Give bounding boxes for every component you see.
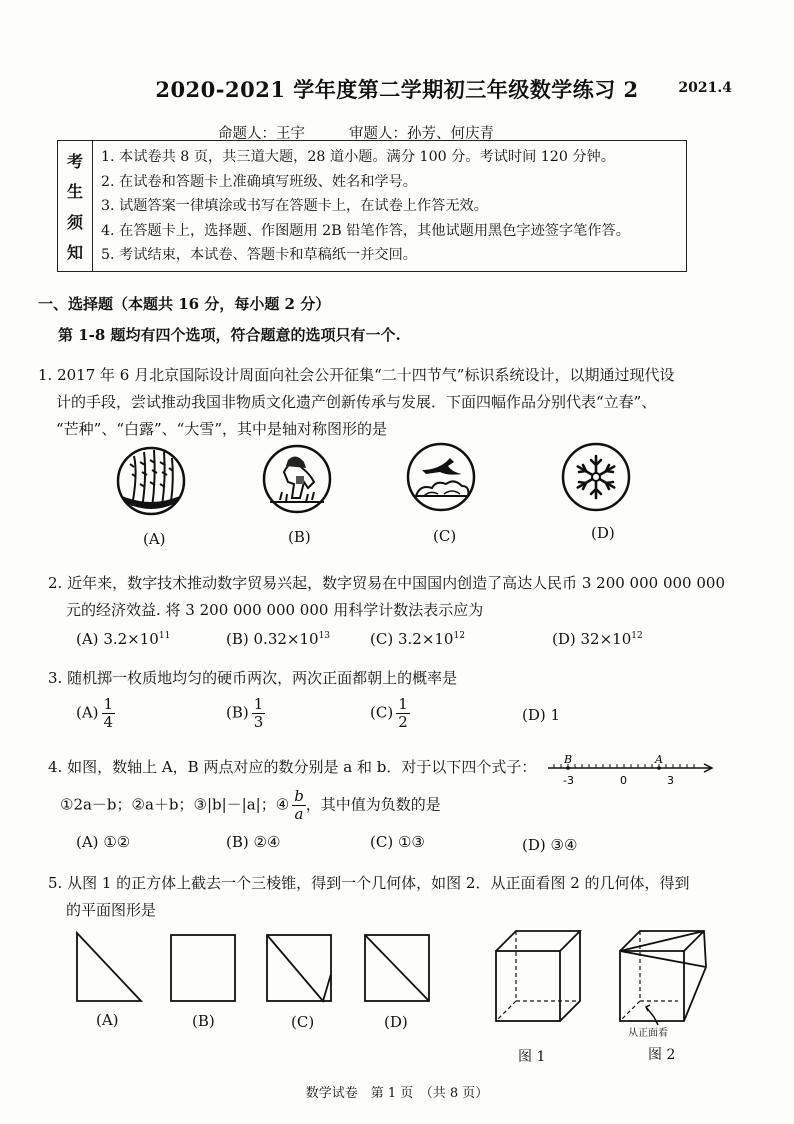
option-value: 1 bbox=[550, 706, 561, 724]
option-exponent: 11 bbox=[158, 631, 171, 641]
point-a-dot bbox=[657, 766, 661, 770]
notice-item: 2. 在试卷和答题卡上准确填写班级、姓名和学号。 bbox=[101, 173, 417, 190]
q1-option-c: (C) bbox=[433, 527, 457, 545]
option-label: (A) bbox=[76, 833, 99, 851]
option-value: ③④ bbox=[550, 836, 578, 854]
point-a-label: A bbox=[655, 753, 663, 766]
figure-2-cut-cube bbox=[618, 927, 712, 1031]
q2-option-c bbox=[370, 630, 465, 648]
option-label: (B) bbox=[226, 630, 249, 648]
crane-clouds-icon bbox=[406, 440, 476, 514]
numerator: 1 bbox=[103, 695, 114, 713]
q2-option-d bbox=[552, 630, 643, 648]
denominator: 3 bbox=[253, 713, 264, 731]
q1-line: 1. 2017 年 6 月北京国际设计周面向社会公开征集“二十四节气”标识系统设计，以期通过现代设 bbox=[38, 366, 675, 384]
option-a-shape bbox=[76, 932, 142, 1002]
q5-option-b: (B) bbox=[192, 1012, 215, 1030]
willow-rain-icon bbox=[116, 444, 186, 518]
q3-option-c bbox=[370, 696, 410, 731]
option-label: (C) bbox=[370, 703, 394, 722]
notice-heading-char: 须 bbox=[66, 212, 83, 232]
snowflake-icon bbox=[561, 440, 631, 514]
fraction bbox=[252, 696, 266, 731]
denominator: 2 bbox=[398, 713, 408, 731]
q5-option-c: (C) bbox=[291, 1013, 315, 1031]
front-view-note: 从正面看 bbox=[628, 1028, 668, 1039]
notice-item: 5. 考试结束，本试卷、答题卡和草稿纸一并交回。 bbox=[101, 247, 417, 263]
option-base: 3.2×10 bbox=[397, 630, 454, 648]
denominator: 4 bbox=[103, 713, 114, 731]
option-label: (C) bbox=[370, 630, 394, 648]
option-value: ①② bbox=[103, 833, 131, 851]
option-label: (A) bbox=[76, 630, 99, 648]
notice-item: 4. 在答题卡上，选择题、作图题用 2B 铅笔作答，其他试题用黑色字迹签字笔作答。 bbox=[101, 222, 630, 239]
option-value: ①③ bbox=[397, 833, 425, 851]
q5-line: 5. 从图 1 的正方体上截去一个三棱锥，得到一个几何体，如图 2．从正面看图 2 的几何体，得到 bbox=[48, 874, 690, 892]
q2-line: 2. 近年来，数字技术推动数字贸易兴起，数字贸易在中国国内创造了高达人民币 3 200 000 000 000 bbox=[48, 574, 725, 592]
point-b-dot bbox=[566, 766, 570, 770]
page-footer: 数学试卷 第 1 页 （共 8 页） bbox=[305, 1086, 489, 1101]
figure-1-label: 图 1 bbox=[518, 1049, 546, 1065]
q1-line: “芒种”、“白露”、“大雪”，其中是轴对称图形的是 bbox=[56, 420, 388, 438]
q1-option-b: (B) bbox=[288, 528, 311, 546]
q5-line: 的平面图形是 bbox=[66, 901, 157, 919]
question-5-text bbox=[48, 870, 690, 924]
numerator: 1 bbox=[253, 695, 264, 713]
q2-option-b bbox=[226, 630, 330, 648]
option-label: (B) bbox=[226, 833, 249, 851]
option-value: ②④ bbox=[253, 833, 281, 851]
option-base: 32×10 bbox=[580, 630, 632, 648]
numerator: b bbox=[294, 787, 304, 805]
tick-label: 0 bbox=[620, 774, 627, 787]
option-b-shape bbox=[170, 934, 236, 1002]
farmer-hat-icon bbox=[262, 442, 332, 516]
figure-2-label: 图 2 bbox=[648, 1047, 676, 1063]
notice-heading bbox=[58, 141, 93, 271]
option-label: (C) bbox=[370, 833, 394, 851]
option-label: (B) bbox=[226, 703, 249, 722]
q4-option-d bbox=[522, 836, 577, 854]
option-exponent: 12 bbox=[631, 631, 643, 641]
fraction bbox=[396, 696, 410, 731]
question-1-text bbox=[38, 362, 674, 443]
tick-label: -3 bbox=[563, 774, 574, 787]
tick-label: 3 bbox=[667, 774, 674, 787]
q5-option-d: (D) bbox=[384, 1013, 408, 1031]
section-heading: 一、选择题（本题共 16 分，每小题 2 分） bbox=[38, 295, 331, 313]
q1-option-d: (D) bbox=[591, 524, 615, 542]
option-d-shape bbox=[364, 934, 430, 1002]
notice-item: 1. 本试卷共 8 页，共三道大题，28 道小题。满分 100 分。考试时间 120 分钟。 bbox=[101, 149, 615, 165]
setter: 命题人：王宇 bbox=[218, 126, 305, 142]
q4-suffix: ，其中值为负数的是 bbox=[305, 795, 441, 814]
notice-heading-char: 知 bbox=[66, 243, 83, 263]
notice-heading-char: 生 bbox=[66, 182, 83, 202]
reviewer: 审题人：孙芳、何庆青 bbox=[349, 126, 494, 142]
notice-heading-char: 考 bbox=[66, 151, 83, 171]
option-label: (D) bbox=[522, 706, 546, 724]
q1-option-a: (A) bbox=[143, 530, 166, 548]
q3-option-b bbox=[226, 696, 265, 731]
q2-line: 元的经济效益. 将 3 200 000 000 000 用科学计数法表示应为 bbox=[66, 601, 484, 619]
question-2-text bbox=[48, 570, 725, 624]
option-exponent: 12 bbox=[453, 631, 465, 641]
question-4-line2 bbox=[60, 788, 441, 823]
exam-date: 2021.4 bbox=[678, 80, 732, 96]
page-title: 2020-2021 学年度第二学期初三年级数学练习 2 bbox=[155, 77, 639, 102]
option-exponent: 13 bbox=[318, 631, 331, 641]
notice-item: 3. 试题答案一律填涂或书写在答题卡上，在试卷上作答无效。 bbox=[101, 198, 488, 214]
point-b-label: B bbox=[564, 753, 573, 766]
fraction bbox=[292, 788, 306, 823]
option-label: (D) bbox=[522, 836, 546, 854]
q4-option-b bbox=[226, 833, 280, 851]
q5-option-a: (A) bbox=[96, 1011, 119, 1029]
option-label: (A) bbox=[76, 703, 99, 722]
question-3-text: 3. 随机掷一枚质地均匀的硬币两次，两次正面都朝上的概率是 bbox=[48, 669, 458, 687]
exam-notice-box bbox=[57, 140, 687, 272]
q1-line: 计的手段，尝试推动我国非物质文化遗产创新传承与发展．下面四幅作品分别代表“立春”、 bbox=[56, 393, 657, 411]
q2-option-a bbox=[76, 630, 170, 648]
denominator: a bbox=[294, 805, 304, 823]
q4-option-a bbox=[76, 833, 130, 851]
q3-option-d bbox=[522, 706, 560, 724]
notice-items bbox=[93, 141, 686, 271]
option-base: 3.2×10 bbox=[103, 630, 159, 648]
option-label: (D) bbox=[552, 630, 576, 648]
q4-option-c bbox=[370, 833, 425, 851]
question-4-line1: 4. 如图，数轴上 A，B 两点对应的数分别是 a 和 b．对于以下四个式子： bbox=[48, 758, 537, 776]
figure-1-cube bbox=[494, 927, 584, 1027]
fraction bbox=[102, 696, 116, 731]
numerator: 1 bbox=[398, 695, 408, 713]
q4-expressions: ①2a－b；②a＋b；③|b|－|a|；④ bbox=[60, 795, 290, 814]
number-line bbox=[546, 754, 714, 794]
option-c-shape bbox=[266, 934, 332, 1002]
section-subheading: 第 1-8 题均有四个选项，符合题意的选项只有一个. bbox=[58, 326, 401, 344]
option-base: 0.32×10 bbox=[253, 630, 319, 648]
q3-option-a bbox=[76, 696, 115, 731]
